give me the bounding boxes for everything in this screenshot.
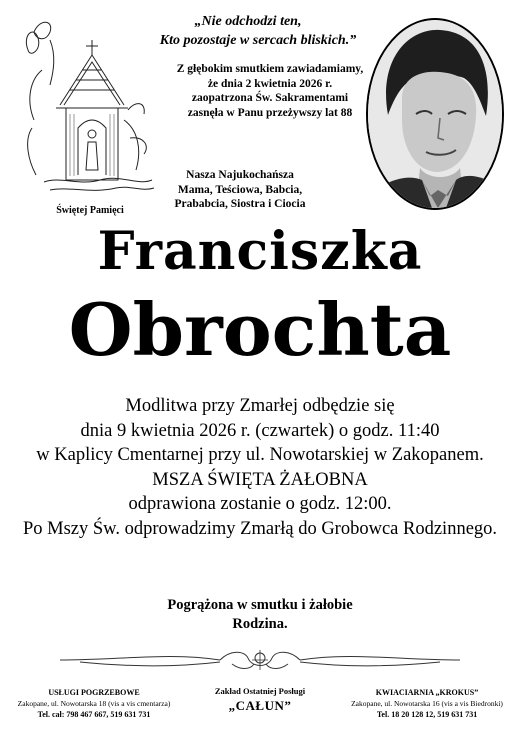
footer-florist <box>344 687 510 720</box>
announcement-line: zaopatrzona Św. Sakramentami <box>191 92 349 104</box>
footer-funeral-home <box>186 686 334 714</box>
ornament-divider <box>60 648 460 672</box>
memorial-quote <box>118 12 378 50</box>
deceased-portrait <box>366 18 504 210</box>
family-relation <box>160 168 320 212</box>
footer-right-title: KWIACIARNIA „KROKUS” <box>375 688 479 697</box>
chapel-caption: Świętej Pamięci <box>56 205 124 216</box>
announcement-line: że dnia 2 kwietnia 2026 r. <box>207 77 333 90</box>
deceased-first-name: Franciszka <box>97 221 423 282</box>
footer-left-title: USŁUGI POGRZEBOWE <box>48 688 140 697</box>
footer-funeral-services <box>14 687 174 720</box>
footer-middle-name: „CAŁUN” <box>228 698 292 713</box>
portrait-photo <box>368 20 502 208</box>
deceased-last-name: Obrochta <box>68 287 452 372</box>
service-line: MSZA ŚWIĘTA ŻAŁOBNA <box>152 469 368 490</box>
funeral-service-info <box>0 394 520 541</box>
footer-middle-title: Zakład Ostatniej Posługi <box>214 686 306 696</box>
announcement-line: zasnęła w Panu przeżywszy lat 88 <box>187 106 353 119</box>
quote-line-1: „Nie odchodzi ten, <box>194 14 302 29</box>
relation-line: Mama, Teściowa, Babcia, <box>177 183 303 196</box>
announcement-line: Z głębokim smutkiem zawiadamiamy, <box>176 63 364 75</box>
footer-right-address: Zakopane, ul. Nowotarska 16 (vis a vis Biedronki) <box>351 699 503 708</box>
mourning-line-2: Rodzina. <box>232 616 288 632</box>
relation-line: Prababcia, Siostra i Ciocia <box>174 198 306 210</box>
mourning-family <box>0 596 520 634</box>
quote-line-2: Kto pozostaje w sercach bliskich.” <box>159 33 357 48</box>
footer-left-phone: Tel. cał: 798 467 667, 519 631 731 <box>37 710 151 719</box>
service-line: Po Mszy Św. odprowadzimy Zmarłą do Grobowca Rodzinnego. <box>22 518 498 539</box>
mourning-line-1: Pogrążona w smutku i żałobie <box>167 597 353 613</box>
death-announcement <box>160 62 380 120</box>
footer-left-address: Zakopane, ul. Nowotarska 18 (vis a vis cmentarza) <box>17 699 171 708</box>
service-line: dnia 9 kwietnia 2026 r. (czwartek) o godz. 11:40 <box>80 420 440 441</box>
service-line: odprawiona zostanie o godz. 12:00. <box>128 494 392 514</box>
service-line: w Kaplicy Cmentarnej przy ul. Nowotarskiej w Zakopanem. <box>36 445 484 465</box>
service-line: Modlitwa przy Zmarłej odbędzie się <box>125 396 395 416</box>
relation-line: Nasza Najukochańsza <box>186 169 294 181</box>
footer-right-phone: Tel. 18 20 128 12, 519 631 731 <box>376 710 478 719</box>
